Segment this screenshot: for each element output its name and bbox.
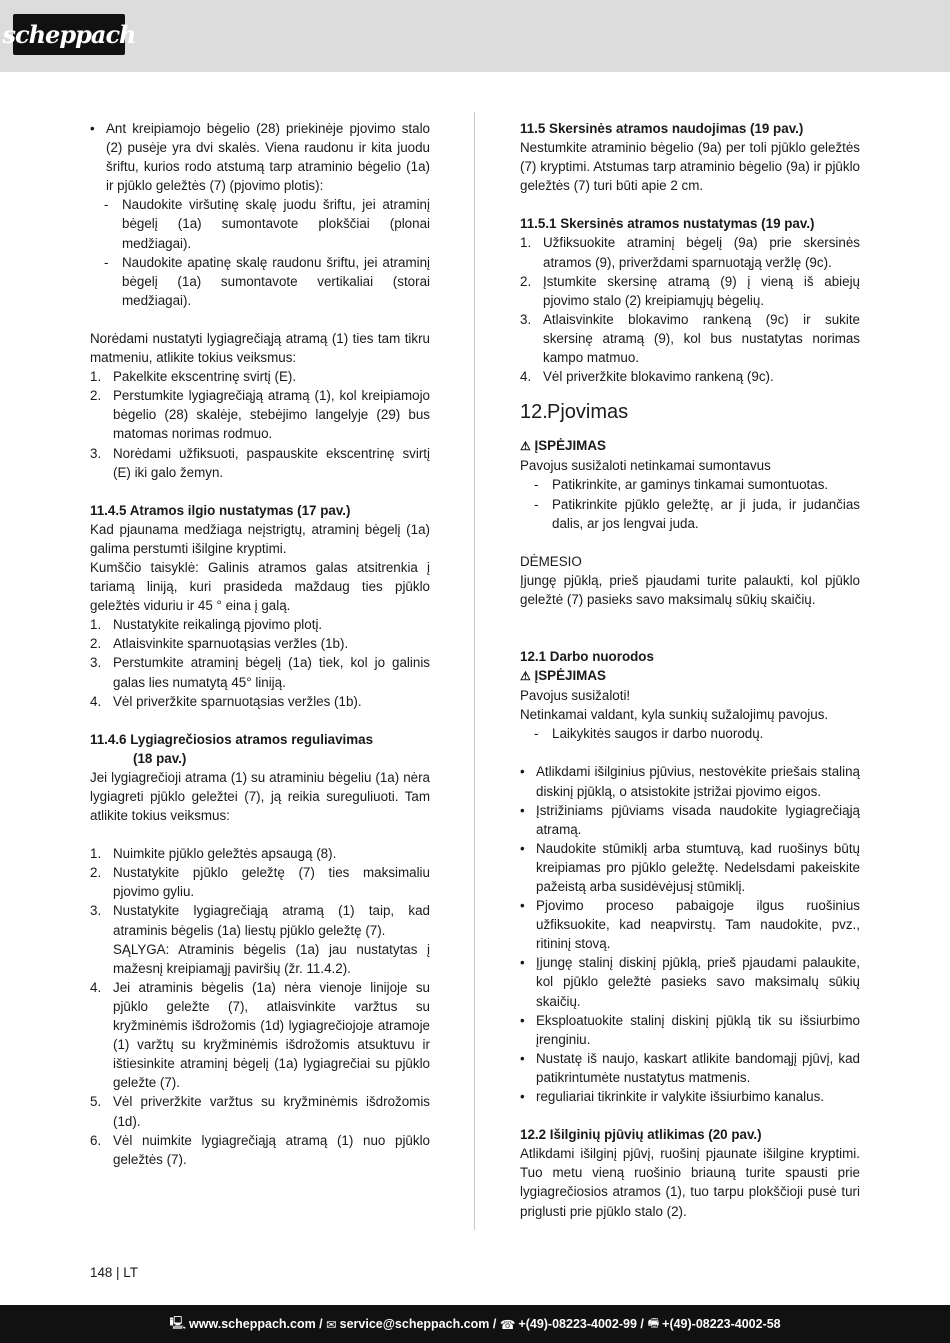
list-item: 3. Perstumkite atraminį bėgelį (1a) tiek, kol jo galinis galas lies numatytą 45° liniją. [90, 655, 430, 690]
section-heading: 11.4.6 Lygiagrečiosios atramos reguliavimas [90, 731, 374, 747]
list-item: 2. Įstumkite skersinę atramą (9) į vieną iš abiejų pjovimo stalo (2) kreipiamųjų bėgelių. [520, 273, 860, 308]
list-item: 2. Nustatykite pjūklo geležtę (7) ties maksimaliu pjovimo gyliu. [90, 865, 430, 900]
list-item: 2. Atlaisvinkite sparnuotąsias veržles (1b). [90, 636, 349, 652]
list-item: - Laikykitės saugos ir darbo nuorodų. [534, 726, 764, 742]
section-heading-cont: (18 pav.) [133, 750, 187, 766]
list-item: • Naudokite stūmiklį arba stumtuvą, kad ruošinys būtų kreipiamas pro pjūklo geležtę. Nedelsdami pakeiskite pažeistą arba susidėvėjusį stūmiklį. [520, 840, 860, 894]
condition-note: SĄLYGA: Atraminis bėgelis (1a) jau nustatytas į mažesnį kreipiamąjį paviršių (žr. 11.4.2). [113, 941, 430, 976]
list-item: 2. Perstumkite lygiagrečiąją atramą (1), kol kreipiamojo bėgelio (28) skalėje, stebėjimo langelyje (29) bus matomas norimas rodmuo. [90, 388, 430, 442]
paragraph: Nestumkite atraminio bėgelio (9a) per toli pjūklo geležtės (7) kryptimi. Atstumas tarp atraminio bėgelio (9a) ir pjūklo geležtės (7) turi būti apie 2 cm. [520, 140, 860, 194]
list-item: 3. Nustatykite lygiagrečiąją atramą (1) taip, kad atraminis bėgelis (1a) liestų pjūklo geležtę (7). [90, 903, 430, 938]
list-item: 4. Vėl priveržkite blokavimo rankeną (9c). [520, 369, 774, 385]
list-item: 3. Norėdami užfiksuoti, paspauskite ekscentrinę svirtį (E) iki galo žemyn. [90, 445, 430, 480]
fax-icon: 🖷 [647, 1315, 660, 1330]
paragraph: Jei lygiagrečioji atrama (1) su atraminiu bėgeliu (1a) nėra lygiagreti pjūklo geležtei (7), ją reikia sureguliuoti. Tam atlikite tokius veiksmus: [90, 769, 430, 824]
scheppach-logo: scheppach [13, 14, 125, 55]
email-link[interactable]: service@scheppach.com / [339, 1317, 497, 1331]
list-item: 1. Nustatykite reikalingą pjovimo plotį. [90, 617, 323, 633]
paragraph: Kad pjaunama medžiaga neįstrigtų, atraminį bėgelį (1a) galima perstumti išilgine kryptimi. [90, 521, 430, 556]
list-item: 5. Vėl priveržkite varžtus su kryžminėmis išdrožomis (1d). [90, 1094, 430, 1129]
phone-icon: ☎ [499, 1317, 516, 1332]
list-item: • Pjovimo proceso pabaigoje ilgus ruošinius užfiksuokite, kad neapvirstų. Tam naudokite, pvz., ritininį stovą. [520, 898, 860, 952]
list-item: - Naudokite apatinę skalę raudonu šriftu, jei atraminį bėgelį (1a) sumontavote vertikaliai (storai medžiagai). [104, 254, 430, 308]
list-item: 1. Užfiksuokite atraminį bėgelį (9a) prie skersinės atramos (9), priverždami sparnuotąją veržlę (9c). [520, 235, 860, 270]
attention-label: DĖMESIO [520, 553, 582, 569]
list-item: 4. Vėl priveržkite sparnuotąsias veržles (1b). [90, 693, 362, 709]
fax-number: +(49)-08223-4002-58 [662, 1317, 781, 1331]
page-header [0, 0, 950, 72]
warning-text: Pavojus susižaloti! [520, 688, 631, 704]
list-item: • Nustatę iš naujo, kaskart atlikite bandomąjį pjūvį, kad patikrintumėte nustatytus matmenis. [520, 1050, 860, 1085]
list-item: • reguliariai tikrinkite ir valykite išsiurbimo kanalus. [520, 1089, 824, 1105]
paragraph: Kumščio taisyklė: Galinis atramos galas atsitrenkia į tariamą liniją, kuri prasideda maždaug ties pjūklo geležtės viduriu ir 45 ° eina į galą. [90, 559, 430, 614]
list-item: - Patikrinkite, ar gaminys tinkamai sumontuotas. [534, 477, 829, 493]
warning-heading: ⚠ ĮSPĖJIMAS [520, 668, 606, 684]
footer-contact-bar [0, 1305, 950, 1343]
section-heading: 12.1 Darbo nuorodos [520, 648, 654, 664]
list-item: • Ant kreipiamojo bėgelio (28) priekinėje pjovimo stalo (2) pusėje yra dvi skalės. Viena raudonu ir kita juodu šriftu, kurios rodo atstumą tarp atraminio bėgelio (1a) ir pjūklo geležtės (7) (pjovimo plotis): [90, 121, 430, 194]
list-item: 1. Pakelkite ekscentrinę svirtį (E). [90, 369, 297, 385]
warning-icon: ⚠ [520, 439, 531, 454]
phone-number: +(49)-08223-4002-99 / [518, 1317, 644, 1331]
section-heading: 11.4.5 Atramos ilgio nustatymas (17 pav.) [90, 502, 351, 518]
left-column [90, 119, 430, 1169]
list-item: 6. Vėl nuimkite lygiagrečiąją atramą (1) nuo pjūklo geležtės (7). [90, 1132, 430, 1167]
list-item: • Įstrižiniams pjūviams visada naudokite lygiagrečiąją atramą. [520, 802, 860, 837]
warning-text: Pavojus susižaloti netinkamai sumontavus [520, 458, 771, 474]
list-item: • Atlikdami išilginius pjūvius, nestovėkite priešais staliną diskinį pjūklą, o atsistokite įstrižai pjovimo eigos. [520, 764, 860, 799]
list-item: - Patikrinkite pjūklo geležtę, ar ji juda, ir judančias dalis, ar jos lengvai juda. [534, 496, 860, 531]
computer-icon: 🖳 [169, 1315, 187, 1330]
right-column [520, 119, 860, 1221]
attention-text: Įjungę pjūklą, prieš pjaudami turite palaukti, kol pjūklo geležtė (7) pasieks savo maksimalų sūkių skaičių. [520, 572, 860, 607]
list-item: 4. Jei atraminis bėgelis (1a) nėra vienoje linijoje su pjūklo geležte (7), atlaisvinkite varžtus su kryžminėmis išdrožomis (1d) lygiagrečiojoje atramoje (1) varžtų su kryžminėmis išdrožomis atsuktuvu ir ištiesinkite atraminį bėgelį (1a) lygiagrečiai su pjūklo geležte (7). [90, 979, 430, 1091]
paragraph: Atlikdami išilginį pjūvį, ruošinį pjaunate išilgine kryptimi. Tuo metu vieną ruošinio briauną turite spausti prie lygiagrečiosios atramos (1), tuo tarpu plokščioji pusė turi priglusti prie pjūklo stalo (2). [520, 1146, 860, 1219]
website-link[interactable]: www.scheppach.com / [189, 1317, 323, 1331]
chapter-heading: 12.Pjovimas [520, 401, 629, 424]
list-item: 3. Atlaisvinkite blokavimo rankeną (9c) ir sukite skersinę atramą (9), kol bus nustatytas norimas kampo matmuo. [520, 311, 860, 366]
warning-heading: ⚠ ĮSPĖJIMAS [520, 438, 606, 454]
list-item: 1. Nuimkite pjūklo geležtės apsaugą (8). [90, 846, 337, 862]
warning-icon: ⚠ [520, 669, 531, 684]
list-item: • Įjungę stalinį diskinį pjūklą, prieš pjaudami palaukite, kol pjūklo geležtė pasieks savo maksimalų sūkių skaičių. [520, 955, 860, 1009]
page-number: 148 | LT [90, 1265, 138, 1280]
column-divider [474, 112, 475, 1230]
section-heading: 12.2 Išilginių pjūvių atlikimas (20 pav.) [520, 1127, 762, 1143]
paragraph: Norėdami nustatyti lygiagrečiąją atramą (1) ties tam tikru matmeniu, atlikite tokius veiksmus: [90, 330, 430, 366]
warning-text: Netinkamai valdant, kyla sunkių sužalojimų pavojus. [520, 707, 829, 723]
section-heading: 11.5 Skersinės atramos naudojimas (19 pav.) [520, 121, 804, 136]
section-heading: 11.5.1 Skersinės atramos nustatymas (19 pav.) [520, 216, 815, 232]
mail-icon: ✉ [326, 1317, 337, 1332]
list-item: - Naudokite viršutinę skalę juodu šriftu, jei atraminį bėgelį (1a) sumontavote plokščiai (plonai medžiagai). [104, 197, 430, 251]
list-item: • Eksploatuokite stalinį diskinį pjūklą tik su išsiurbimo įrenginiu. [520, 1012, 860, 1047]
